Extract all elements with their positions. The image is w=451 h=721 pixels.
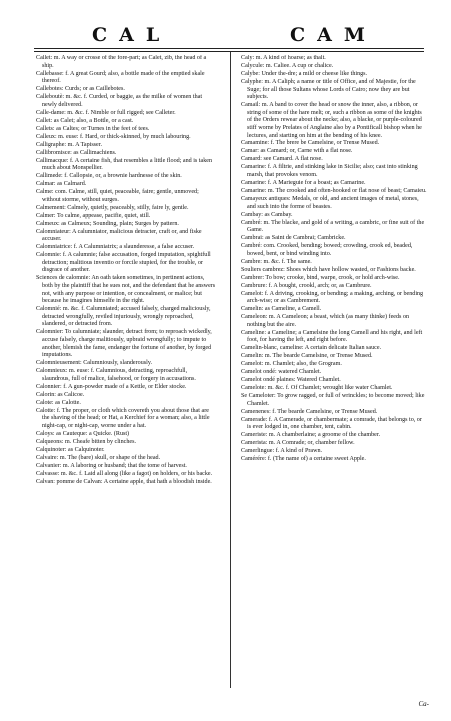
dictionary-entry: Calmement: Calmely, quietly, peaceably, stilly, faire ly, gentle. xyxy=(36,204,189,211)
dictionary-entry: Cambré: m. The blacke, and gold of a writing, a cambric, or fine suit of the Game. xyxy=(241,219,425,234)
dictionary-entry: Se Cameloter: To grow ragged, or full of wrinckles; to become moved; like Chamlet. xyxy=(241,393,425,407)
dictionary-entry: Calycule: m. Caliee. A cup or chalice. xyxy=(241,62,334,69)
dictionary-entry: Camelot: f. A driving, crooking, or bending; a making, arching, or bending arch-wise; or as Cambrement. xyxy=(241,290,424,305)
dictionary-entry: Camarine: f. A filtrie, and stinking lake in Sicilie; also; cast into stinking marsh, that provokes venom. xyxy=(241,164,418,179)
dictionary-entry: Camerista: m. A Comrade; or, chamber fellow. xyxy=(241,440,355,447)
dictionary-entry: Calomnieusement: Calumniously, slanderously. xyxy=(36,360,152,367)
dictionary-entry: Camar: as Camard; or, Carne with a flat nose. xyxy=(241,148,353,155)
dictionary-entry: Cambré: com. Crooked, bending; bowed; crowding, crook ed, beaded, bowed, bent, or bind winding into. xyxy=(241,243,413,257)
header-rule-bottom xyxy=(34,51,424,52)
dictionary-entry: Calomnier: To calumniate; slaunder, detract from; to reproach wickedly, accuse falsely, charge malitiously, upbraid wrongfully; to impute to another, blemish the fame, endanger the fortune of another, by forged imputations. xyxy=(36,329,212,359)
dictionary-entry: Camelot: m. Chamlet; also, the Grogram. xyxy=(241,361,342,368)
dictionary-entry: Camelot ondé plaines: Watered Chamlet. xyxy=(241,377,341,384)
dictionary-entry: Camayeux antiques: Medals, or old, and ancient images of metal, stones, and such into the forme of beastes. xyxy=(241,195,419,210)
dictionary-entry: Camarine: f. A Marieguie for a boast; as Camarine. xyxy=(241,180,366,187)
dictionary-entry: Cameriste: m. A chamberlaine; a groome of the chamber. xyxy=(241,432,381,439)
dictionary-entry: Caloys: as Cauteque: a Quicke. (Rust) xyxy=(36,430,130,437)
page-header xyxy=(32,24,427,48)
dictionary-entry: Callebotes: Curds; or as Caillebotes. xyxy=(36,86,125,93)
dictionary-entry: Cambay: as Cambay. xyxy=(241,211,293,218)
dictionary-entry: Camérére: f. (The name of) a certaine sweet Apple. xyxy=(241,456,366,463)
dictionary-entry: Calvanier: m. A laboring or husband; that the tome of harvest. xyxy=(36,462,187,469)
dictionary-entry: Callibromisce: as Callimachiens. xyxy=(36,149,117,156)
dictionary-entry: Cambrer: To bow; crooke, bind, warpe, crook, or hold arch-wise. xyxy=(241,274,400,281)
dictionary-entry: Cambre: m. &c. f. The same. xyxy=(241,258,312,265)
right-column xyxy=(241,55,427,695)
dictionary-entry: Calomnié: m. &c. f. Calumniated; accused falsely, charged maliciously, detracted wrongfully, reviled injuriously, wrongly reproached, slandered, or detracted from. xyxy=(36,306,211,328)
dictionary-entry: Calleboutè: m. &c. f. Curded, or baggie, as the milke of women that newly delivered. xyxy=(36,94,203,108)
dictionary-entry: Callebasse: f. A great Gourd; also, a bottle made of the emptied skale thereof. xyxy=(36,70,205,85)
dictionary-entry: Calomnie: f. A calumnie; false accusation, forged imputation, spightfull detraction; malitious inventio or forcile stupied, for the trouble, or disgrace of another. xyxy=(36,252,211,274)
dictionary-entry: Calote: as Calotte. xyxy=(36,399,81,406)
dictionary-entry: Callet: m. A way or crosse of the fore-part; as Calet, zib, the head of a ship. xyxy=(36,55,207,69)
dictionary-entry: Caly: m. A kind of hoarse; as thalt. xyxy=(241,55,326,61)
dictionary-entry: Camard: see Camard. A flat nose. xyxy=(241,156,323,163)
dictionary-entry: Calomniatrice: f. A Calumniatrix; a slaunderesse, a false accuser. xyxy=(36,244,195,251)
dictionary-entry: Camelote: m. &c. f. Of Chamlet; wrought like water Chamlet. xyxy=(241,385,393,392)
header-right-guideword: CAM xyxy=(290,24,377,46)
dictionary-entry: Calyphe: m. A Caliph; a name or title of Office, and of Majestie, for the Suge; for all those Sultans whose Lords of Cairo; now they are but subjects. xyxy=(241,78,416,101)
left-column xyxy=(36,55,216,690)
dictionary-entry: Calotte: f. The proper, or cloth which covereth you about those that are the shaving of the head; or Hat, a Kerchief for a woman; also, a little night-cap, or night-cap, worne under a hat. xyxy=(36,407,210,429)
dictionary-entry: Callets: as Caltes; or Turnes in the feet of tees. xyxy=(36,125,150,132)
dictionary-entry: Callet: as Calet; also, a Bottle, or a cast. xyxy=(36,117,134,124)
dictionary-entry: Calqueons: m. Cheafe bitten by clinches. xyxy=(36,438,137,445)
dictionary-entry: Callimacque: f. A certaine fish, that resembles a little flood; and is taken much about Monspellier. xyxy=(36,157,212,172)
dictionary-entry: Calquinoter: as Calquinoter. xyxy=(36,446,105,453)
dictionary-entry: Camail: m. A band to cover the head or snow the inner, also, a ribbon, or string of some of the hare melt; or, such a ribbon as some of the knights of the Orders rewear about the necke; also, a blacke, or purple-coloured stiff worne by Prelates of Anglaine also by a Pontificall bishop when he lectures, and starting on him at the bending of his knee. xyxy=(241,102,422,139)
dictionary-entry: Calleux: m. euse: f. Hard, or thick-skinned, by much labouring. xyxy=(36,133,191,140)
dictionary-entry: Calle-dame: m. &c. f. Nimble or full rigged; see Calleter. xyxy=(36,109,176,116)
dictionary-entry: Camerlingue: f. A kind of Prawn. xyxy=(241,448,323,455)
dictionary-entry: Sciences de calomnie: An oath taken sometimes, in pertinent actions, both by the plaintiff that he sues not, and the defendant that he answers not, with any purpose or intention, or concealment, or malice; but because he imagines himselfe in the right. xyxy=(36,275,216,305)
dictionary-entry: Calvasse: m. &c. f. Laid all along (like a fagot) on holders, or his backe. xyxy=(36,470,213,477)
column-divider xyxy=(230,52,231,688)
dictionary-entry: Calybe: Under the-dre; a mild or cheese like things. xyxy=(241,70,368,77)
dictionary-entry: Camelin: as Cameline, a Camell. xyxy=(241,306,322,313)
dictionary-entry: Calvaire: m. The (bare) skull, or shape of the head. xyxy=(36,454,161,461)
dictionary-entry: Camelin-blanc, cameline: A certain delicate Italian sauce. xyxy=(241,345,382,352)
dictionary-entry: Calmeux: as Calmeux; Sounding, plain; Surges by pattern. xyxy=(36,220,179,227)
dictionary-entry: Camenenes: f. The bearde Camelsine, or Trense Mused. xyxy=(241,408,378,415)
dictionary-entry: Camelot ondé: watered Chamlet. xyxy=(241,369,322,376)
dictionary-entry: Calme: com. Calme, still, quiet, peaceable, faire; gentle, unmoved; without storme, without surges. xyxy=(36,189,199,203)
dictionary-entry: Camarine: m. The crooked and often-hooked or flat nose of beast; Camaieu. xyxy=(241,188,427,194)
dictionary-entry: Souliers cambrez: Shoes which have hollow wasted, or Fashions backe. xyxy=(241,266,416,273)
dictionary-entry: Calonnier: f. A gun-powder made of a Kettle, or Elder stocke. xyxy=(36,383,187,390)
header-rule-top xyxy=(34,48,424,49)
dictionary-entry: Callimede: f. Callopsie, or, a brownie hardnesse of the skin. xyxy=(36,173,182,180)
dictionary-entry: Cameline: a Cameline; a Camelsine the long Camell and his right, and left foot, for having the left, and right before. xyxy=(241,329,423,344)
dictionary-entry: Calligraphe: m. A Tapisser. xyxy=(36,141,102,148)
dictionary-entry: Calmer: To calme, appease, pacifie, quiet, still. xyxy=(36,212,151,219)
catchword: Ca- xyxy=(418,700,429,708)
header-left-guideword: CAL xyxy=(92,24,172,46)
dictionary-entry: Calomnieux: m. euse: f. Calumnious, detracting, reproachfull, slaundrous, full of malice, falsehood, or forgery in accusations. xyxy=(36,368,196,382)
dictionary-entry: Calvan: pomme de Calvan: A certaine apple, that hath a bloodish inside. xyxy=(36,478,212,485)
dictionary-entry: Cambrai: as Saint de Cambrai; Cambricke. xyxy=(241,235,346,242)
dictionary-entry: Calomniateur: A calumniator, malicious detracter, craft or, and fiske accuser. xyxy=(36,228,202,243)
dictionary-entry: Calorin: as Calicoe. xyxy=(36,391,85,398)
dictionary-entry: Camerade: f. A Camerade, or chambermate; a comrade, that belongs to, or is ever lodged in, one chamber, tent, cabin. xyxy=(241,416,422,431)
dictionary-entry: Calmar: as Calmard. xyxy=(36,181,87,188)
dictionary-entry: Cameleon: m. A Cameleon; a beast, which (as many thinke) feeds on nothing but the aire. xyxy=(241,314,410,328)
dictionary-entry: Cambrure: f. A bought, crookl, arch; or, as Cambrure. xyxy=(241,282,372,289)
dictionary-entry: Camelin: m. The bearde Camelsine, or Trense Mused. xyxy=(241,353,373,360)
dictionary-entry: Camamine: f. The brere be Camelsine, or Trense Mused. xyxy=(241,140,380,147)
